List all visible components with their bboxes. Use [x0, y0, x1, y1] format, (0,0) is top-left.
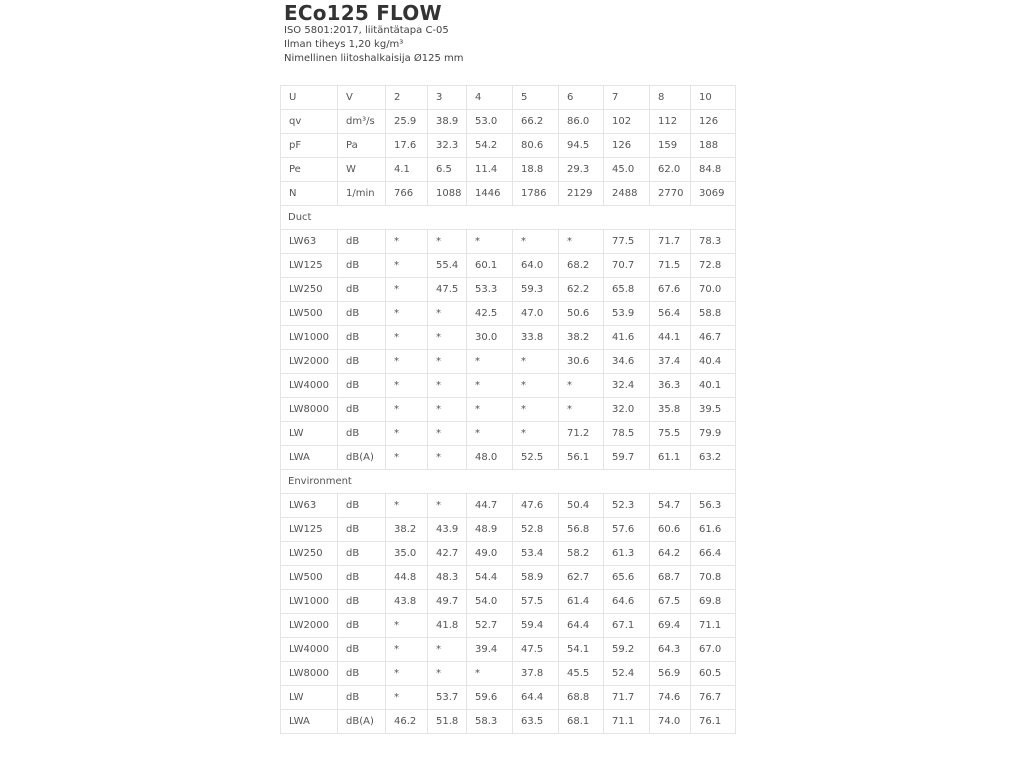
table-cell: *: [559, 230, 604, 254]
table-cell: 65.8: [604, 278, 650, 302]
table-cell: LW63: [281, 230, 338, 254]
table-cell: *: [428, 374, 467, 398]
table-cell: 51.8: [428, 710, 467, 734]
table-cell: 55.4: [428, 254, 467, 278]
page-title: ECo125 FLOW: [284, 1, 442, 25]
section-row: [281, 206, 736, 230]
table-cell: *: [428, 494, 467, 518]
table-cell: 60.5: [691, 662, 736, 686]
table-cell: LW1000: [281, 590, 338, 614]
table-cell: 68.1: [559, 710, 604, 734]
table-cell: 53.4: [513, 542, 559, 566]
table-cell: 64.0: [513, 254, 559, 278]
table-cell: 79.9: [691, 422, 736, 446]
table-cell: dB: [338, 350, 386, 374]
table-cell: *: [386, 638, 428, 662]
table-cell: *: [386, 662, 428, 686]
table-cell: 70.7: [604, 254, 650, 278]
table-cell: *: [386, 302, 428, 326]
table-cell: 29.3: [559, 158, 604, 182]
table-cell: *: [513, 350, 559, 374]
table-cell: 68.8: [559, 686, 604, 710]
table-cell: N: [281, 182, 338, 206]
table-cell: Pe: [281, 158, 338, 182]
table-row: [281, 686, 736, 710]
table-cell: LW2000: [281, 350, 338, 374]
table-cell: 71.1: [604, 710, 650, 734]
table-cell: dB: [338, 422, 386, 446]
table-cell: 43.8: [386, 590, 428, 614]
table-cell: 36.3: [650, 374, 691, 398]
table-cell: 3069: [691, 182, 736, 206]
table-cell: 42.5: [467, 302, 513, 326]
table-cell: 52.3: [604, 494, 650, 518]
table-cell: dB: [338, 230, 386, 254]
table-header-row: [281, 86, 736, 110]
table-row: [281, 566, 736, 590]
table-cell: *: [386, 494, 428, 518]
table-cell: *: [467, 374, 513, 398]
table-cell: LW2000: [281, 614, 338, 638]
table-row: [281, 374, 736, 398]
table-cell: *: [428, 326, 467, 350]
table-cell: 61.3: [604, 542, 650, 566]
table-cell: LW500: [281, 566, 338, 590]
table-cell: LW: [281, 686, 338, 710]
table-cell: 38.9: [428, 110, 467, 134]
table-cell: *: [386, 686, 428, 710]
table-cell: 53.0: [467, 110, 513, 134]
table-cell: 45.0: [604, 158, 650, 182]
table-cell: 75.5: [650, 422, 691, 446]
table-cell: 4: [467, 86, 513, 110]
table-cell: 59.2: [604, 638, 650, 662]
table-cell: 54.2: [467, 134, 513, 158]
table-row: [281, 134, 736, 158]
table-cell: 94.5: [559, 134, 604, 158]
table-cell: 37.4: [650, 350, 691, 374]
table-cell: 34.6: [604, 350, 650, 374]
table-cell: 10: [691, 86, 736, 110]
table-cell: 61.4: [559, 590, 604, 614]
table-cell: 66.4: [691, 542, 736, 566]
spec-line-diameter: Nimellinen liitoshalkaisija Ø125 mm: [284, 53, 464, 64]
table-cell: 5: [513, 86, 559, 110]
table-cell: dB: [338, 542, 386, 566]
table-cell: 54.1: [559, 638, 604, 662]
table-row: [281, 182, 736, 206]
table-cell: dB: [338, 254, 386, 278]
performance-table-container: [280, 85, 735, 734]
table-cell: 37.8: [513, 662, 559, 686]
table-cell: 60.6: [650, 518, 691, 542]
table-cell: 72.8: [691, 254, 736, 278]
table-cell: 74.0: [650, 710, 691, 734]
table-cell: 47.6: [513, 494, 559, 518]
table-cell: 78.5: [604, 422, 650, 446]
table-cell: 41.8: [428, 614, 467, 638]
table-cell: *: [513, 422, 559, 446]
table-cell: 58.8: [691, 302, 736, 326]
table-cell: *: [386, 278, 428, 302]
table-cell: 59.7: [604, 446, 650, 470]
table-cell: 17.6: [386, 134, 428, 158]
table-cell: LW250: [281, 542, 338, 566]
table-cell: 80.6: [513, 134, 559, 158]
table-cell: 1786: [513, 182, 559, 206]
table-cell: 62.7: [559, 566, 604, 590]
table-cell: 63.5: [513, 710, 559, 734]
table-cell: dm³/s: [338, 110, 386, 134]
table-cell: 33.8: [513, 326, 559, 350]
table-cell: 44.7: [467, 494, 513, 518]
table-cell: *: [513, 374, 559, 398]
table-cell: *: [467, 230, 513, 254]
table-cell: 68.2: [559, 254, 604, 278]
table-cell: 47.0: [513, 302, 559, 326]
table-cell: 52.7: [467, 614, 513, 638]
table-cell: *: [386, 398, 428, 422]
table-cell: LW63: [281, 494, 338, 518]
section-label: Duct: [281, 206, 736, 230]
table-cell: 71.7: [650, 230, 691, 254]
table-cell: LWA: [281, 710, 338, 734]
table-cell: 70.8: [691, 566, 736, 590]
table-cell: 58.3: [467, 710, 513, 734]
table-cell: 7: [604, 86, 650, 110]
table-cell: 64.4: [559, 614, 604, 638]
table-cell: 766: [386, 182, 428, 206]
table-cell: LW: [281, 422, 338, 446]
table-cell: dB: [338, 686, 386, 710]
table-row: [281, 614, 736, 638]
table-cell: 59.6: [467, 686, 513, 710]
spec-line-density: Ilman tiheys 1,20 kg/m³: [284, 39, 404, 50]
table-cell: 45.5: [559, 662, 604, 686]
table-row: [281, 230, 736, 254]
table-cell: 30.6: [559, 350, 604, 374]
table-row: [281, 302, 736, 326]
table-row: [281, 254, 736, 278]
table-cell: 62.2: [559, 278, 604, 302]
table-cell: 102: [604, 110, 650, 134]
table-cell: dB: [338, 374, 386, 398]
table-cell: 1446: [467, 182, 513, 206]
table-cell: 62.0: [650, 158, 691, 182]
table-cell: 48.0: [467, 446, 513, 470]
table-cell: 54.7: [650, 494, 691, 518]
table-cell: 49.0: [467, 542, 513, 566]
table-row: [281, 662, 736, 686]
table-cell: qv: [281, 110, 338, 134]
table-cell: 68.7: [650, 566, 691, 590]
table-row: [281, 110, 736, 134]
table-cell: 76.7: [691, 686, 736, 710]
table-cell: 52.8: [513, 518, 559, 542]
table-cell: dB(A): [338, 446, 386, 470]
table-cell: 71.2: [559, 422, 604, 446]
table-row: [281, 446, 736, 470]
table-cell: 56.9: [650, 662, 691, 686]
table-cell: 64.3: [650, 638, 691, 662]
table-cell: 38.2: [559, 326, 604, 350]
table-cell: 25.9: [386, 110, 428, 134]
table-cell: 126: [604, 134, 650, 158]
table-cell: 6.5: [428, 158, 467, 182]
table-cell: LW1000: [281, 326, 338, 350]
table-cell: 71.7: [604, 686, 650, 710]
table-cell: dB: [338, 614, 386, 638]
table-row: [281, 422, 736, 446]
table-cell: 63.2: [691, 446, 736, 470]
table-cell: 70.0: [691, 278, 736, 302]
table-cell: *: [467, 422, 513, 446]
table-cell: 53.9: [604, 302, 650, 326]
table-cell: 35.8: [650, 398, 691, 422]
table-cell: 3: [428, 86, 467, 110]
table-cell: 40.1: [691, 374, 736, 398]
table-cell: 86.0: [559, 110, 604, 134]
table-cell: 60.1: [467, 254, 513, 278]
table-cell: 4.1: [386, 158, 428, 182]
table-cell: *: [386, 374, 428, 398]
table-cell: *: [428, 446, 467, 470]
table-cell: 59.4: [513, 614, 559, 638]
section-row: [281, 470, 736, 494]
table-cell: 35.0: [386, 542, 428, 566]
table-row: [281, 326, 736, 350]
table-cell: 39.4: [467, 638, 513, 662]
table-cell: 67.5: [650, 590, 691, 614]
table-cell: *: [467, 398, 513, 422]
table-cell: dB: [338, 278, 386, 302]
table-cell: dB: [338, 398, 386, 422]
table-body: [281, 86, 736, 734]
table-cell: 30.0: [467, 326, 513, 350]
table-cell: 53.7: [428, 686, 467, 710]
table-cell: 74.6: [650, 686, 691, 710]
table-cell: 71.5: [650, 254, 691, 278]
table-row: [281, 494, 736, 518]
table-cell: *: [386, 230, 428, 254]
table-cell: 54.0: [467, 590, 513, 614]
table-cell: *: [428, 302, 467, 326]
table-cell: 71.1: [691, 614, 736, 638]
table-cell: 50.6: [559, 302, 604, 326]
table-cell: 50.4: [559, 494, 604, 518]
table-cell: dB: [338, 566, 386, 590]
table-cell: 6: [559, 86, 604, 110]
table-row: [281, 518, 736, 542]
table-cell: 54.4: [467, 566, 513, 590]
table-cell: V: [338, 86, 386, 110]
table-cell: 40.4: [691, 350, 736, 374]
table-cell: LW500: [281, 302, 338, 326]
table-cell: 64.6: [604, 590, 650, 614]
table-cell: 1088: [428, 182, 467, 206]
table-cell: 44.1: [650, 326, 691, 350]
table-row: [281, 158, 736, 182]
table-cell: *: [386, 350, 428, 374]
table-cell: 59.3: [513, 278, 559, 302]
table-cell: 52.5: [513, 446, 559, 470]
table-cell: 61.1: [650, 446, 691, 470]
table-cell: *: [467, 350, 513, 374]
table-cell: *: [513, 230, 559, 254]
table-cell: 84.8: [691, 158, 736, 182]
table-cell: LW4000: [281, 638, 338, 662]
table-cell: dB: [338, 326, 386, 350]
table-cell: dB: [338, 494, 386, 518]
table-cell: 48.9: [467, 518, 513, 542]
table-cell: 32.0: [604, 398, 650, 422]
table-row: [281, 278, 736, 302]
table-cell: 77.5: [604, 230, 650, 254]
table-row: [281, 590, 736, 614]
table-cell: *: [428, 662, 467, 686]
table-cell: 69.8: [691, 590, 736, 614]
table-cell: *: [559, 398, 604, 422]
table-cell: *: [386, 446, 428, 470]
table-cell: *: [386, 422, 428, 446]
table-cell: LW4000: [281, 374, 338, 398]
table-cell: 32.4: [604, 374, 650, 398]
table-cell: 2488: [604, 182, 650, 206]
table-cell: 67.6: [650, 278, 691, 302]
table-cell: 47.5: [428, 278, 467, 302]
table-cell: 46.2: [386, 710, 428, 734]
table-cell: U: [281, 86, 338, 110]
table-cell: 41.6: [604, 326, 650, 350]
table-cell: dB: [338, 302, 386, 326]
table-cell: 57.6: [604, 518, 650, 542]
table-cell: 56.1: [559, 446, 604, 470]
table-cell: 53.3: [467, 278, 513, 302]
table-row: [281, 542, 736, 566]
table-cell: 46.7: [691, 326, 736, 350]
table-cell: LW125: [281, 254, 338, 278]
table-cell: 126: [691, 110, 736, 134]
table-cell: 64.4: [513, 686, 559, 710]
table-cell: 67.1: [604, 614, 650, 638]
table-cell: 78.3: [691, 230, 736, 254]
table-cell: dB(A): [338, 710, 386, 734]
table-cell: 159: [650, 134, 691, 158]
table-row: [281, 398, 736, 422]
table-row: [281, 350, 736, 374]
table-cell: 57.5: [513, 590, 559, 614]
table-cell: Pa: [338, 134, 386, 158]
performance-table: [280, 85, 736, 734]
table-row: [281, 638, 736, 662]
table-cell: *: [386, 614, 428, 638]
table-cell: 65.6: [604, 566, 650, 590]
table-cell: W: [338, 158, 386, 182]
table-cell: 11.4: [467, 158, 513, 182]
table-cell: 61.6: [691, 518, 736, 542]
section-label: Environment: [281, 470, 736, 494]
table-cell: 42.7: [428, 542, 467, 566]
table-cell: *: [559, 374, 604, 398]
table-cell: 44.8: [386, 566, 428, 590]
table-cell: *: [428, 230, 467, 254]
table-cell: dB: [338, 638, 386, 662]
table-cell: LWA: [281, 446, 338, 470]
table-cell: LW8000: [281, 662, 338, 686]
table-cell: pF: [281, 134, 338, 158]
table-cell: 56.8: [559, 518, 604, 542]
table-cell: *: [467, 662, 513, 686]
table-cell: 56.3: [691, 494, 736, 518]
table-cell: LW125: [281, 518, 338, 542]
table-cell: 38.2: [386, 518, 428, 542]
table-cell: 2129: [559, 182, 604, 206]
table-cell: *: [386, 326, 428, 350]
table-cell: 58.2: [559, 542, 604, 566]
table-cell: 49.7: [428, 590, 467, 614]
table-cell: 43.9: [428, 518, 467, 542]
table-row: [281, 710, 736, 734]
table-cell: *: [428, 350, 467, 374]
table-cell: 58.9: [513, 566, 559, 590]
table-cell: 47.5: [513, 638, 559, 662]
table-cell: dB: [338, 518, 386, 542]
table-cell: *: [386, 254, 428, 278]
table-cell: 48.3: [428, 566, 467, 590]
table-cell: 39.5: [691, 398, 736, 422]
table-cell: 69.4: [650, 614, 691, 638]
table-cell: 18.8: [513, 158, 559, 182]
table-cell: 188: [691, 134, 736, 158]
table-cell: *: [428, 422, 467, 446]
spec-line-standard: ISO 5801:2017, liitäntätapa C-05: [284, 25, 449, 36]
table-cell: 56.4: [650, 302, 691, 326]
table-cell: *: [428, 638, 467, 662]
table-cell: LW8000: [281, 398, 338, 422]
table-cell: 8: [650, 86, 691, 110]
table-cell: 52.4: [604, 662, 650, 686]
table-cell: 2770: [650, 182, 691, 206]
table-cell: 32.3: [428, 134, 467, 158]
table-cell: 76.1: [691, 710, 736, 734]
table-cell: dB: [338, 662, 386, 686]
table-cell: 67.0: [691, 638, 736, 662]
header: [284, 2, 464, 66]
table-cell: dB: [338, 590, 386, 614]
table-cell: 112: [650, 110, 691, 134]
table-cell: *: [513, 398, 559, 422]
table-cell: 66.2: [513, 110, 559, 134]
table-cell: 2: [386, 86, 428, 110]
table-cell: LW250: [281, 278, 338, 302]
table-cell: 1/min: [338, 182, 386, 206]
table-cell: 64.2: [650, 542, 691, 566]
table-cell: *: [428, 398, 467, 422]
